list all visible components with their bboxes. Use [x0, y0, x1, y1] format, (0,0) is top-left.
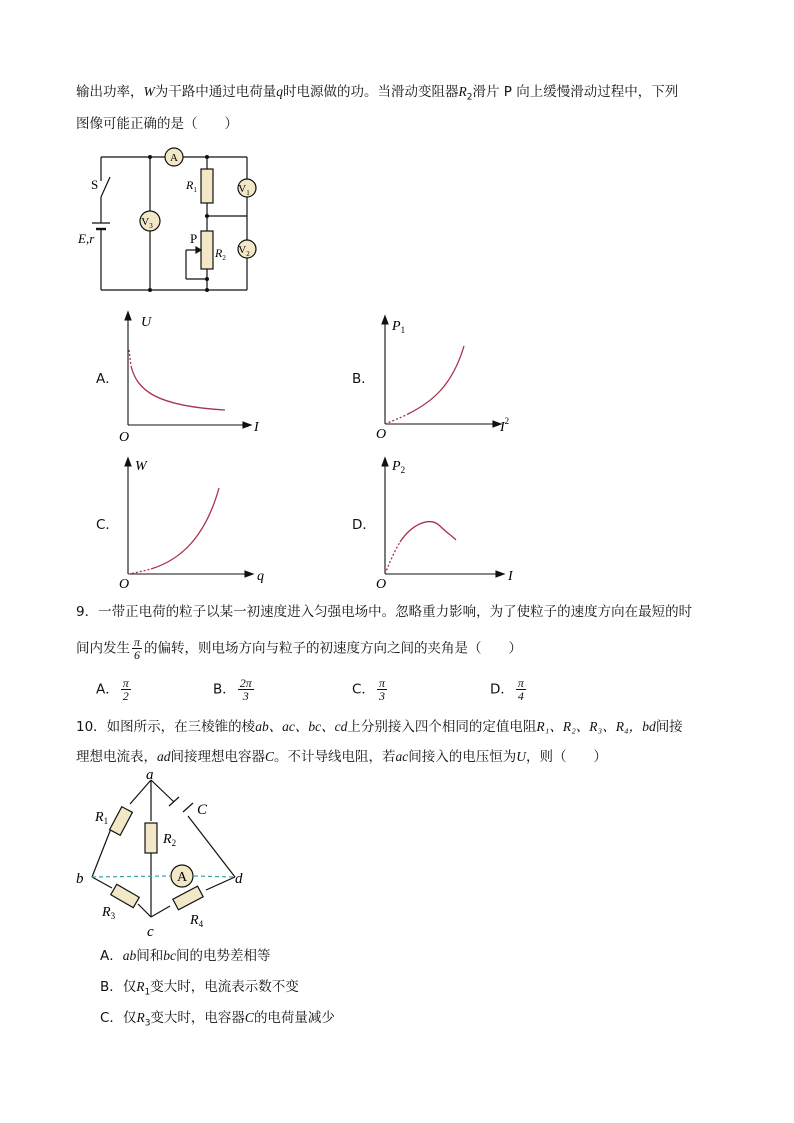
q8-text-line1: 输出功率，W为干路中通过电荷量q时电源做的功。当滑动变阻器$R_2$滑片 P 向上缓慢滑动过程中，下列	[76, 84, 679, 103]
source-label: E,r	[78, 231, 95, 246]
graph-c-curve	[151, 488, 219, 569]
v1-label: $V_1$	[238, 183, 250, 197]
svg-text:I2: $I^2$	[500, 416, 510, 435]
q8-option-c-letter[interactable]: C．	[96, 517, 119, 533]
q10-option-c[interactable]: C．仅$R_3$变大时，电容器C的电荷量减少	[100, 1010, 335, 1029]
q8-option-a-letter[interactable]: A．	[96, 371, 119, 387]
q9-choice-c[interactable]: C． $\frac{\pi}{3}$	[352, 676, 385, 703]
ammeter-label: A	[170, 152, 178, 164]
svg-text:I: I	[508, 569, 513, 584]
v2-label: $V_2$	[238, 244, 250, 258]
q8-option-b-letter[interactable]: B．	[352, 371, 375, 387]
svg-text:U: U	[141, 315, 152, 330]
vertex-d: d	[235, 871, 243, 887]
r2-label: $R_2$	[163, 832, 177, 848]
svg-text:q: q	[257, 569, 264, 584]
r3-label: $R_3$	[102, 905, 116, 921]
capacitor-label: C	[197, 802, 208, 818]
q8-graph-c	[115, 456, 270, 591]
q8-graph-b	[372, 314, 522, 439]
r1-label: $R_1$	[186, 178, 197, 194]
q10-pyramid-figure	[70, 766, 260, 941]
fraction: $\frac{\pi}{6}$	[134, 635, 141, 662]
vertex-b: b	[76, 871, 84, 887]
graph-d-curve	[400, 522, 456, 542]
svg-text:I: I	[254, 420, 259, 435]
vertex-c: c	[147, 924, 154, 940]
svg-text:O: O	[119, 577, 130, 591]
q9-choice-b[interactable]: B． $\frac{2\pi}{3}$	[213, 676, 252, 703]
q8-graph-d	[372, 456, 527, 591]
ammeter-label: A	[176, 870, 188, 885]
graph-b-curve	[408, 346, 464, 414]
q10-option-b[interactable]: B．仅$R_1$变大时，电流表示数不变	[100, 979, 299, 998]
q10-option-a[interactable]: A．ab间和bc间的电势差相等	[100, 948, 271, 964]
r1-label: $R_1$	[95, 810, 109, 826]
switch-label: S	[91, 177, 99, 192]
q8-circuit-diagram	[70, 145, 270, 300]
q9-text-line1: 9．一带正电荷的粒子以某一初速度进入匀强电场中。忽略重力影响，为了使粒子的速度方向在最短的时	[76, 604, 693, 620]
svg-text:O: O	[376, 427, 387, 439]
v3-label: $V_3$	[141, 216, 153, 230]
svg-text:P1: $P_1$	[392, 319, 406, 335]
svg-text:O: O	[376, 577, 387, 591]
r4-label: $R_4$	[190, 913, 204, 929]
q8-graph-a	[115, 310, 270, 445]
q10-text-line1: 10．如图所示，在三棱锥的棱ab、ac、bc、cd上分别接入四个相同的定值电阻R₁、R₂、R₃、R₄，bd间接	[76, 719, 683, 735]
slider-p-label: P	[190, 231, 198, 246]
q9-choice-d[interactable]: D． $\frac{\pi}{4}$	[490, 676, 524, 703]
q9-choice-a[interactable]: A． $\frac{\pi}{2}$	[96, 676, 129, 703]
vertex-a: a	[146, 767, 154, 783]
q10-text-line2: 理想电流表，ad间接理想电容器C。不计导线电阻，若ac间接入的电压恒为U，则（ ）	[76, 749, 608, 765]
q9-text-line2: 间内发生 $\frac{\pi}{6}$ 的偏转，则电场方向与粒子的初速度方向之间的夹角是（ ）	[76, 635, 523, 662]
q8-text-line2: 图像可能正确的是（ ）	[76, 116, 238, 132]
svg-text:O: O	[119, 430, 130, 445]
svg-text:P2: $P_2$	[392, 459, 406, 475]
svg-text:W: W	[135, 459, 147, 474]
graph-a-curve	[131, 366, 225, 410]
q8-option-d-letter[interactable]: D．	[352, 517, 376, 533]
r2-label: $R_2$	[215, 246, 226, 262]
